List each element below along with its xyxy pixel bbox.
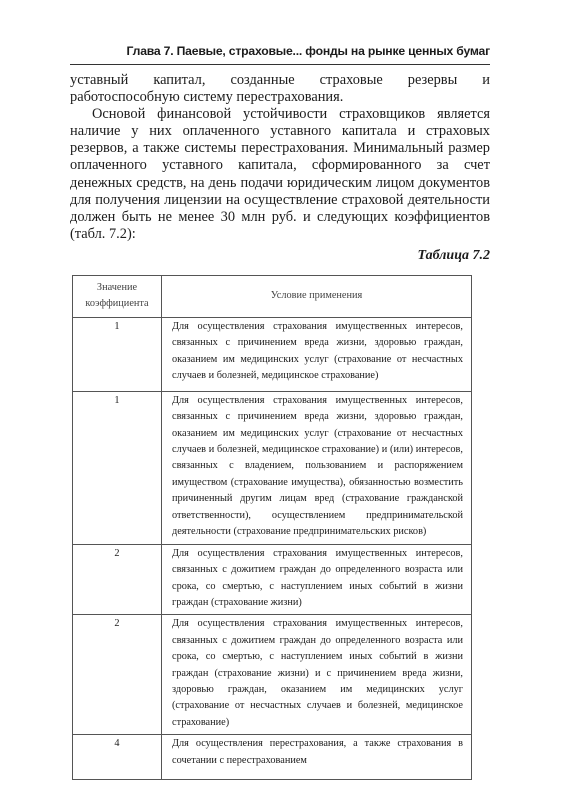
coefficient-value: 2 xyxy=(73,544,162,615)
application-condition: Для осуществления страхования имущественных интересов, связанных с причинением вреда жизни, здоровью граждан, оказанием им медицинских услуг (страхование от несчастных случаев и болезней, медицинское страхование) xyxy=(162,317,472,391)
application-condition: Для осуществления страхования имущественных интересов, связанных с причинением вреда жизни, здоровью граждан, оказанием им медицинских услуг (страхование от несчастных случаев и болезней, медицинское страхование) и (или) интересов, связанных с владением, пользованием и распоряжением имуществом (страхование имущества), обязанностью возместить причиненный другим лицам вред (страхование гражданской ответственности), осуществлением предпринимательской деятельности (страхование предпринимательских рисков) xyxy=(162,391,472,544)
table-caption: Таблица 7.2 xyxy=(417,248,490,263)
coefficient-value: 1 xyxy=(73,317,162,391)
application-condition: Для осуществления страхования имущественных интересов, связанных с дожитием граждан до определенного возраста или срока, со смертью, с наступлением иных событий в жизни граждан (страхование жизни) xyxy=(162,544,472,615)
coefficient-table xyxy=(72,275,472,780)
body-text xyxy=(70,72,490,243)
paragraph-1: уставный капитал, созданные страховые резервы и работоспособную систему перестрахования. xyxy=(70,72,490,106)
coefficient-value: 4 xyxy=(73,735,162,780)
header-rule xyxy=(70,64,490,65)
paragraph-2: Основой финансовой устойчивости страховщиков является наличие у них оплаченного уставного капитала и страховых резервов, а также системы перестрахования. Минимальный размер оплаченного уставного капитала, сформированного за счет денежных средств, на день подачи юридическим лицом документов для получения лицензии на осуществление страховой деятельности должен быть не менее 30 млн руб. и следующих коэффициентов (табл. 7.2): xyxy=(70,106,490,242)
coefficient-value: 1 xyxy=(73,391,162,544)
table-row xyxy=(73,735,472,780)
table-row xyxy=(73,317,472,391)
table-row xyxy=(73,544,472,615)
application-condition: Для осуществления страхования имущественных интересов, связанных с дожитием граждан до определенного возраста или срока, со смертью, с наступлением иных событий в жизни граждан (страхование жизни) и с причинением вреда жизни, здоровью граждан, оказанием им медицинских услуг (страхование от несчастных случаев и болезней, медицинское страхование) xyxy=(162,615,472,735)
running-head: Глава 7. Паевые, страховые... фонды на рынке ценных бумаг xyxy=(126,44,490,58)
column-header-condition: Условие применения xyxy=(162,276,472,318)
table-header-row xyxy=(73,276,472,318)
application-condition: Для осуществления перестрахования, а также страхования в сочетании с перестрахованием xyxy=(162,735,472,780)
coefficient-value: 2 xyxy=(73,615,162,735)
table-row xyxy=(73,615,472,735)
column-header-value: Значение коэффициента xyxy=(73,276,162,318)
table-row xyxy=(73,391,472,544)
